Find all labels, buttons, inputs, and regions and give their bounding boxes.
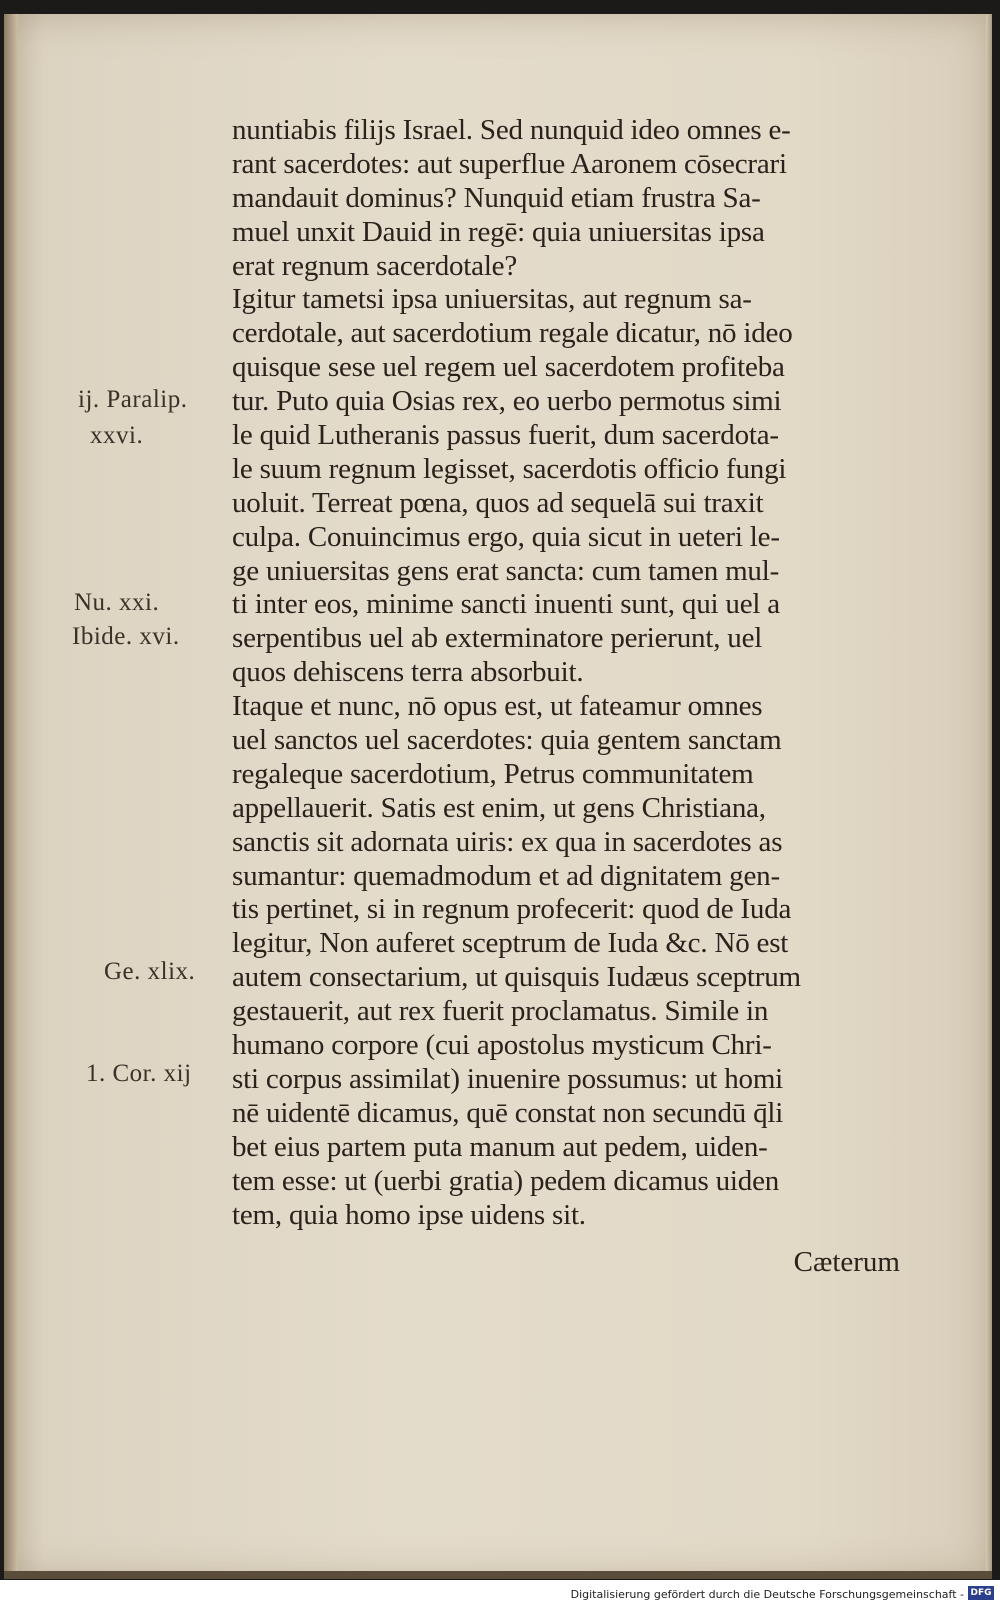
marginal-note: 1. Cor. xij — [86, 1060, 192, 1087]
text-line: ge uniuersitas gens erat sancta: cum tamen mul- — [232, 554, 780, 587]
text-line: Igitur tametsi ipsa uniuersitas, aut regnum sa- — [232, 283, 752, 316]
text-line: autem consectarium, ut quisquis Iudæus sceptrum — [232, 961, 801, 994]
text-line: tem, quia homo ipse uidens sit. — [232, 1198, 586, 1231]
footer-bar — [0, 1580, 1000, 1611]
text-line: cerdotale, aut sacerdotium regale dicatur, nō ideo — [232, 317, 793, 350]
text-line: tem esse: ut (uerbi gratia) pedem dicamus uiden — [232, 1164, 780, 1197]
text-line: tur. Puto quia Osias rex, eo uerbo permotus simi — [232, 385, 782, 418]
marginal-note: Ibide. xvi. — [72, 623, 180, 650]
text-line: humano corpore (cui apostolus mysticum Chri- — [232, 1029, 772, 1062]
page-binding-edge — [4, 14, 18, 1579]
text-line: Itaque et nunc, nō opus est, ut fateamur omnes — [232, 690, 763, 723]
catchword: Cæterum — [793, 1246, 900, 1278]
text-line: culpa. Conuincimus ergo, quia sicut in ueteri le- — [232, 520, 780, 553]
text-line: uel sanctos uel sacerdotes: quia gentem sanctam — [232, 724, 782, 757]
footer-credit: Digitalisierung gefördert durch die Deutsche Forschungsgemeinschaft - — [570, 1588, 964, 1601]
text-line: gestauerit, aut rex fuerit proclamatus. Simile in — [232, 995, 769, 1028]
text-line: regaleque sacerdotium, Petrus communitatem — [232, 757, 754, 790]
text-line: bet eius partem puta manum aut pedem, uiden- — [232, 1130, 768, 1163]
text-line: sumantur: quemadmodum et ad dignitatem gen- — [232, 859, 780, 892]
text-line: le suum regnum legisset, sacerdotis officio fungi — [232, 452, 787, 485]
page-fore-edge — [986, 14, 992, 1579]
text-line: sanctis sit adornata uiris: ex qua in sacerdotes as — [232, 825, 783, 858]
text-line: serpentibus uel ab exterminatore perierunt, uel — [232, 622, 763, 655]
text-line: ti inter eos, minime sancti inuenti sunt, qui uel a — [232, 588, 780, 621]
text-line: muel unxit Dauid in regē: quia uniuersitas ipsa — [232, 215, 765, 248]
text-line: erat regnum sacerdotale? — [232, 249, 518, 282]
text-line: legitur, Non auferet sceptrum de Iuda &c. Nō est — [232, 927, 789, 960]
text-line: tis pertinet, si in regnum profecerit: quod de Iuda — [232, 893, 792, 926]
main-text-block — [232, 114, 902, 1232]
text-line: nuntiabis filijs Israel. Sed nunquid ideo omnes e- — [232, 114, 791, 146]
marginal-note: Ge. xlix. — [104, 958, 196, 985]
text-line: le quid Lutheranis passus fuerit, dum sacerdota- — [232, 419, 779, 452]
marginal-note: Nu. xxi. — [74, 589, 160, 616]
text-line: appellauerit. Satis est enim, ut gens Christiana, — [232, 791, 766, 824]
dfg-logo-icon: DFG — [968, 1586, 994, 1600]
text-line: rant sacerdotes: aut superflue Aaronem cōsecrari — [232, 147, 787, 180]
page-bottom-edge — [4, 1571, 992, 1579]
text-line: sti corpus assimilat) inuenire possumus: ut homi — [232, 1062, 784, 1095]
text-line: uoluit. Terreat pœna, quos ad sequelā sui traxit — [232, 486, 764, 519]
marginal-note: ij. Paralip. — [78, 386, 188, 413]
text-line: quos dehiscens terra absorbuit. — [232, 656, 584, 689]
text-line: mandauit dominus? Nunquid etiam frustra Sa- — [232, 181, 761, 214]
text-line: quisque sese uel regem uel sacerdotem profiteba — [232, 351, 785, 384]
text-line: nē uidentē dicamus, quē constat non secundū q̄li — [232, 1096, 784, 1129]
marginal-note: xxvi. — [90, 422, 144, 449]
